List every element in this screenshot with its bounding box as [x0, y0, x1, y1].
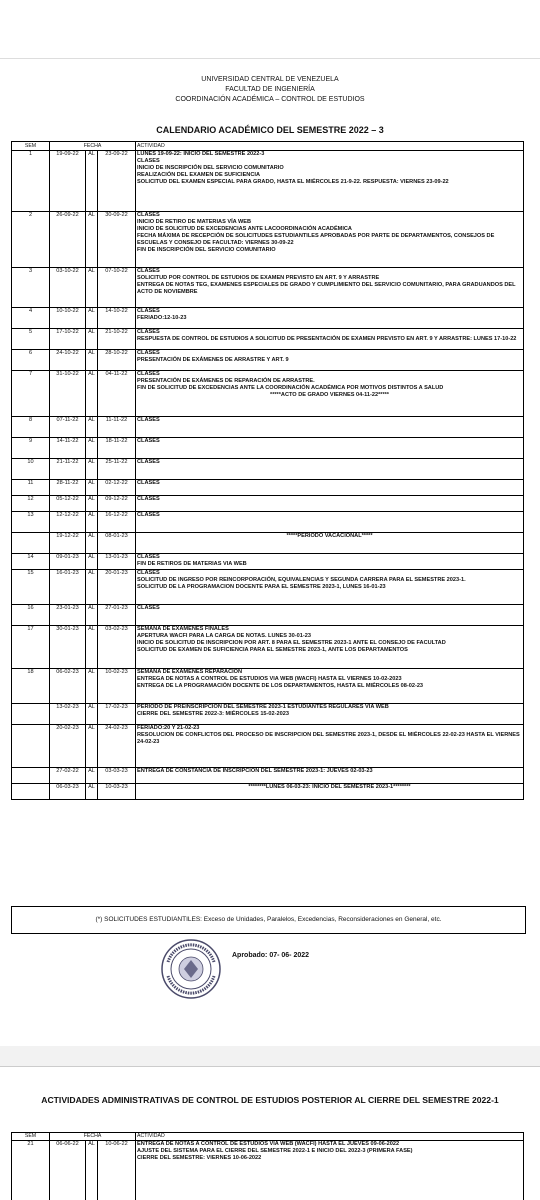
- sem-cell: 2: [12, 212, 50, 268]
- sem-cell: 18: [12, 669, 50, 704]
- date-to-cell: 11-11-22: [98, 417, 136, 438]
- table-row: [12, 605, 524, 626]
- table-row: [12, 371, 524, 417]
- date-to-cell: 08-01-23: [98, 533, 136, 554]
- activity-line: SOLICITUD DEL EXAMEN ESPECIAL PARA GRADO, HASTA EL MIÉRCOLES 21-9-22. RESPUESTA: VIERNES 23-09-22: [137, 179, 449, 185]
- date-from-cell: 19-09-22: [50, 151, 86, 212]
- sem-cell: 5: [12, 329, 50, 350]
- activity-line: FIN DE INSCRIPCIÓN DEL SERVICIO COMUNITARIO: [137, 247, 276, 253]
- activity-line: CLASES: [137, 329, 160, 335]
- table-row: [12, 1141, 524, 1200]
- date-to-cell: 25-11-22: [98, 459, 136, 480]
- sem-cell: 14: [12, 554, 50, 570]
- table-row: [12, 626, 524, 669]
- coordination-name: COORDINACIÓN ACADÉMICA – CONTROL DE ESTUDIOS: [175, 96, 365, 103]
- activity-cell: [136, 417, 524, 438]
- date-from-cell: 31-10-22: [50, 371, 86, 417]
- activity-line: CIERRE DEL SEMESTRE: VIERNES 10-06-2022: [137, 1155, 262, 1161]
- date-al-cell: AL: [86, 371, 98, 417]
- sem-cell: 13: [12, 512, 50, 533]
- table-row: [12, 480, 524, 496]
- table-row: [12, 151, 524, 212]
- date-to-cell: 27-01-23: [98, 605, 136, 626]
- activity-line: ENTREGA DE NOTAS TEG, EXAMENES ESPECIALES DE GRADO Y CUMPLIMIENTO DEL SERVICIO COMUNITARIO, PARA GRADUANDOS DEL ACTO DE NOVIEMBRE: [137, 282, 516, 295]
- activity-line: REALIZACIÓN DEL EXAMEN DE SUFICIENCIA: [137, 172, 260, 178]
- date-from-cell: 16-01-23: [50, 570, 86, 605]
- sem-cell: 10: [12, 459, 50, 480]
- activity-line: RESPUESTA DE CONTROL DE ESTUDIOS A SOLICITUD DE PRESENTACIÓN DE EXAMEN PREVISTO EN ART. 9 Y ARRASTRE: LUNES 17-10-22: [137, 336, 517, 342]
- faculty-name: FACULTAD DE INGENIERÍA: [225, 86, 315, 93]
- date-from-cell: 07-11-22: [50, 417, 86, 438]
- date-from-cell: 20-02-23: [50, 725, 86, 768]
- sem-cell: 3: [12, 268, 50, 308]
- activity-line: SOLICITUD DE INGRESO POR REINCORPORACIÓN, EQUIVALENCIAS Y SEGUNDA CARRERA PARA EL SEMESTRE 2023-1.: [137, 577, 466, 583]
- activity-line: CLASES: [137, 350, 160, 356]
- activity-line: CLASES: [137, 268, 160, 274]
- table-row: [12, 438, 524, 459]
- date-to-cell: 16-12-22: [98, 512, 136, 533]
- activity-line: CLASES: [137, 459, 160, 465]
- admin-table: [11, 1132, 524, 1200]
- col-actividad-header: ACTIVIDAD: [136, 142, 524, 151]
- date-to-cell: 14-10-22: [98, 308, 136, 329]
- activity-line: SOLICITUD DE LA PROGRAMACION DOCENTE PARA EL SEMESTRE 2023-1, LUNES 16-01-23: [137, 584, 386, 590]
- activity-line: LUNES 19-09-22: INICIO DEL SEMESTRE 2022-3: [137, 151, 265, 157]
- approval-date: Aprobado: 07- 06- 2022: [232, 952, 310, 959]
- date-from-cell: 06-06-22: [50, 1141, 86, 1200]
- table-row: [12, 212, 524, 268]
- date-to-cell: 24-02-23: [98, 725, 136, 768]
- activity-line: SOLICITUD POR CONTROL DE ESTUDIOS DE EXAMEN PREVISTO EN ART. 9 Y ARRASTRE: [137, 275, 380, 281]
- activity-line: CLASES: [137, 496, 160, 502]
- activity-line: CLASES: [137, 308, 160, 314]
- table-row: [12, 329, 524, 350]
- activity-cell: [136, 371, 524, 417]
- activity-cell: [136, 725, 524, 768]
- date-from-cell: 06-03-23: [50, 784, 86, 800]
- date-from-cell: 17-10-22: [50, 329, 86, 350]
- activity-cell: [136, 768, 524, 784]
- table-row: [12, 554, 524, 570]
- date-al-cell: AL: [86, 533, 98, 554]
- date-to-cell: 20-01-23: [98, 570, 136, 605]
- activity-cell: [136, 1141, 524, 1200]
- date-al-cell: AL: [86, 784, 98, 800]
- table-row: [12, 268, 524, 308]
- date-from-cell: 27-02-22: [50, 768, 86, 784]
- sem-cell: 16: [12, 605, 50, 626]
- date-to-cell: 10-06-22: [98, 1141, 136, 1200]
- date-to-cell: 02-12-22: [98, 480, 136, 496]
- date-al-cell: AL: [86, 512, 98, 533]
- activity-cell: [136, 554, 524, 570]
- date-from-cell: 14-11-22: [50, 438, 86, 459]
- date-from-cell: 05-12-22: [50, 496, 86, 512]
- admin-header-row: [12, 1133, 524, 1141]
- sem-cell: 4: [12, 308, 50, 329]
- activity-line: FIN DE SOLICITUD DE EXCEDENCIAS ANTE LA COORDINACIÓN ACADÉMICA POR MOTIVOS DISTINTOS A SALUD: [137, 385, 444, 391]
- sem-cell: 6: [12, 350, 50, 371]
- activity-line: APERTURA WACFI PARA LA CARGA DE NOTAS. LUNES 30-01-23: [137, 633, 311, 639]
- page-gap: [0, 1046, 540, 1066]
- date-al-cell: AL: [86, 669, 98, 704]
- activity-cell: [136, 268, 524, 308]
- activity-line: PRESENTACIÓN DE EXÁMENES DE ARRASTRE Y ART. 9: [137, 357, 289, 363]
- table-row: [12, 533, 524, 554]
- activity-line: FECHA MÁXIMA DE RECEPCIÓN DE SOLICITUDES ESTUDIANTILES APROBADAS POR PARTE DE DEPARTAMENTOS, CONSEJOS DE ESCUELAS Y CONSEJO DE FACULTAD: VIERNES 30-09-22: [137, 233, 495, 246]
- activity-line: RESOLUCION DE CONFLICTOS DEL PROCESO DE INSCRIPCION DEL SEMESTRE 2023-1, DESDE EL MIÉRCOLES 22-02-23 HASTA EL VIERNES 24-02-23: [137, 732, 520, 745]
- activity-cell: [136, 784, 524, 800]
- activity-cell: [136, 570, 524, 605]
- table-row: [12, 459, 524, 480]
- sem-cell: [12, 768, 50, 784]
- date-al-cell: AL: [86, 459, 98, 480]
- calendar-header-row: [12, 142, 524, 151]
- date-to-cell: 03-03-23: [98, 768, 136, 784]
- activity-line: CLASES: [137, 158, 160, 164]
- activity-cell: [136, 151, 524, 212]
- activity-cell: [136, 438, 524, 459]
- col-sem-header: SEM: [12, 142, 50, 151]
- date-from-cell: 10-10-22: [50, 308, 86, 329]
- calendar-table: [11, 141, 524, 800]
- activity-cell: [136, 308, 524, 329]
- activity-line: *****ACTO DE GRADO VIERNES 04-11-22*****: [270, 392, 389, 398]
- activity-line: CIERRE DEL SEMESTRE 2022-3: MIÉRCOLES 15-02-2023: [137, 711, 289, 717]
- date-al-cell: AL: [86, 438, 98, 459]
- table-row: [12, 350, 524, 371]
- date-al-cell: AL: [86, 768, 98, 784]
- date-to-cell: 17-02-23: [98, 704, 136, 725]
- date-to-cell: 09-12-22: [98, 496, 136, 512]
- date-from-cell: 09-01-23: [50, 554, 86, 570]
- activity-cell: [136, 533, 524, 554]
- activity-line: INICIO DE RETIRO DE MATERIAS VÍA WEB: [137, 219, 252, 225]
- date-from-cell: 24-10-22: [50, 350, 86, 371]
- admin-col-fecha-header: FECHA: [50, 1133, 136, 1141]
- activity-cell: [136, 480, 524, 496]
- table-row: [12, 417, 524, 438]
- activity-line: PRESENTACIÓN DE EXÁMENES DE REPARACIÓN DE ARRASTRE.: [137, 378, 315, 384]
- date-to-cell: 10-03-23: [98, 784, 136, 800]
- date-to-cell: 04-11-22: [98, 371, 136, 417]
- activity-line: CLASES: [137, 512, 160, 518]
- date-al-cell: AL: [86, 480, 98, 496]
- date-to-cell: 30-09-22: [98, 212, 136, 268]
- date-al-cell: AL: [86, 496, 98, 512]
- admin-col-sem-header: SEM: [12, 1133, 50, 1141]
- sem-cell: 15: [12, 570, 50, 605]
- activity-cell: [136, 459, 524, 480]
- sem-cell: [12, 533, 50, 554]
- activity-line: ENTREGA DE CONSTANCIA DE INSCRIPCION DEL SEMESTRE 2023-1: JUEVES 02-03-23: [137, 768, 373, 774]
- col-fecha-header: FECHA: [50, 142, 136, 151]
- date-al-cell: AL: [86, 626, 98, 669]
- activity-line: FERIADO:20 Y 21-02-23: [137, 725, 200, 731]
- date-al-cell: AL: [86, 329, 98, 350]
- admin-col-actividad-header: ACTIVIDAD: [136, 1133, 524, 1141]
- activity-line: INICIO DE SOLICITUD DE EXCEDENCIAS ANTE LACOORDINACIÓN ACADÉMICA: [137, 226, 352, 232]
- date-al-cell: AL: [86, 1141, 98, 1200]
- activity-cell: [136, 626, 524, 669]
- activity-line: SEMANA DE EXÁMENES REPARACIÓN: [137, 669, 243, 675]
- activity-line: INICIO DE SOLICITUD DE INSCRIPCION POR ART. 8 PARA EL SEMESTRE 2023-1 ANTE EL CONSEJO DE FACULTAD: [137, 640, 446, 646]
- sem-cell: [12, 725, 50, 768]
- date-from-cell: 13-02-23: [50, 704, 86, 725]
- activity-line: SOLICITUD DE EXAMEN DE SUFICIENCIA PARA EL SEMESTRE 2023-1, ANTE LOS DEPARTAMENTOS: [137, 647, 408, 653]
- table-row: [12, 704, 524, 725]
- footnote: (*) SOLICITUDES ESTUDIANTILES: Exceso de Unidades, Paralelos, Excedencias, Reconsideraciones en General, etc.: [11, 906, 526, 934]
- activity-line: CLASES: [137, 554, 160, 560]
- activity-line: CLASES: [137, 438, 160, 444]
- activity-line: *****PERIODO VACACIONAL*****: [286, 533, 373, 539]
- sem-cell: 7: [12, 371, 50, 417]
- sem-cell: 12: [12, 496, 50, 512]
- date-from-cell: 19-12-22: [50, 533, 86, 554]
- activity-cell: [136, 704, 524, 725]
- university-name: UNIVERSIDAD CENTRAL DE VENEZUELA: [201, 76, 339, 83]
- activity-cell: [136, 350, 524, 371]
- activity-line: CLASES: [137, 570, 160, 576]
- calendar-title: CALENDARIO ACADÉMICO DEL SEMESTRE 2022 – 3: [156, 125, 384, 135]
- sem-cell: 1: [12, 151, 50, 212]
- date-from-cell: 23-01-23: [50, 605, 86, 626]
- date-al-cell: AL: [86, 605, 98, 626]
- activity-line: FERIADO:12-10-23: [137, 315, 187, 321]
- sem-cell: 17: [12, 626, 50, 669]
- table-row: [12, 768, 524, 784]
- activity-line: ENTREGA DE NOTAS A CONTROL DE ESTUDIOS VIA WEB (WACFI) HASTA EL VIERNES 10-02-2023: [137, 676, 402, 682]
- date-to-cell: 10-02-23: [98, 669, 136, 704]
- date-from-cell: 03-10-22: [50, 268, 86, 308]
- date-from-cell: 06-02-23: [50, 669, 86, 704]
- activity-line: CLASES: [137, 605, 160, 611]
- table-row: [12, 496, 524, 512]
- table-row: [12, 512, 524, 533]
- date-al-cell: AL: [86, 151, 98, 212]
- activity-line: INICIO DE INSCRIPCIÓN DEL SERVICIO COMUNITARIO: [137, 165, 284, 171]
- date-al-cell: AL: [86, 570, 98, 605]
- sem-cell: [12, 704, 50, 725]
- sem-cell: 11: [12, 480, 50, 496]
- activity-cell: [136, 329, 524, 350]
- activity-line: ENTREGA DE NOTAS A CONTROL DE ESTUDIOS VIA WEB (WACFI) HASTA EL JUEVES 09-06-2022: [137, 1141, 400, 1147]
- sem-cell: 8: [12, 417, 50, 438]
- sem-cell: 9: [12, 438, 50, 459]
- date-al-cell: AL: [86, 725, 98, 768]
- date-to-cell: 13-01-23: [98, 554, 136, 570]
- date-to-cell: 18-11-22: [98, 438, 136, 459]
- table-row: [12, 308, 524, 329]
- table-row: [12, 784, 524, 800]
- faculty-seal-icon: [160, 938, 222, 1000]
- activity-cell: [136, 512, 524, 533]
- activity-cell: [136, 605, 524, 626]
- date-al-cell: AL: [86, 417, 98, 438]
- activity-cell: [136, 669, 524, 704]
- activity-line: FIN DE RETIROS DE MATERIAS VIA WEB: [137, 561, 247, 567]
- activity-line: SEMANA DE EXÁMENES FINALES: [137, 626, 229, 632]
- activity-cell: [136, 496, 524, 512]
- date-from-cell: 26-09-22: [50, 212, 86, 268]
- date-al-cell: AL: [86, 212, 98, 268]
- activity-line: CLASES: [137, 417, 160, 423]
- activity-line: ENTREGA DE LA PROGRAMACIÓN DOCENTE DE LOS DEPARTAMENTOS, HASTA EL MIÉRCOLES 08-02-23: [137, 683, 424, 689]
- activity-line: AJUSTE DEL SISTEMA PARA EL CIERRE DEL SEMESTRE 2022-1 E INICIO DEL 2022-3 (PRIMERA FASE): [137, 1148, 413, 1154]
- date-al-cell: AL: [86, 308, 98, 329]
- date-al-cell: AL: [86, 704, 98, 725]
- activity-line: PERÍODO DE PREINSCRIPCIÓN DEL SEMESTRE 2023-1 ESTUDIANTES REGULARES VIA WEB: [137, 704, 389, 710]
- date-to-cell: 28-10-22: [98, 350, 136, 371]
- activity-line: CLASES: [137, 212, 160, 218]
- table-row: [12, 669, 524, 704]
- activity-line: CLASES: [137, 371, 160, 377]
- date-from-cell: 21-11-22: [50, 459, 86, 480]
- sem-cell: 21: [12, 1141, 50, 1200]
- activity-cell: [136, 212, 524, 268]
- date-to-cell: 21-10-22: [98, 329, 136, 350]
- table-row: [12, 570, 524, 605]
- activity-line: CLASES: [137, 480, 160, 486]
- date-to-cell: 23-09-22: [98, 151, 136, 212]
- date-al-cell: AL: [86, 554, 98, 570]
- date-to-cell: 07-10-22: [98, 268, 136, 308]
- date-from-cell: 30-01-23: [50, 626, 86, 669]
- admin-title: ACTIVIDADES ADMINISTRATIVAS DE CONTROL DE ESTUDIOS POSTERIOR AL CIERRE DEL SEMESTRE 2022-1: [41, 1095, 499, 1105]
- date-from-cell: 28-11-22: [50, 480, 86, 496]
- date-from-cell: 12-12-22: [50, 512, 86, 533]
- table-row: [12, 725, 524, 768]
- date-al-cell: AL: [86, 350, 98, 371]
- date-al-cell: AL: [86, 268, 98, 308]
- sem-cell: [12, 784, 50, 800]
- date-to-cell: 03-02-23: [98, 626, 136, 669]
- activity-line: ********LUNES 06-03-23: INICIO DEL SEMESTRE 2023-1********: [248, 784, 411, 790]
